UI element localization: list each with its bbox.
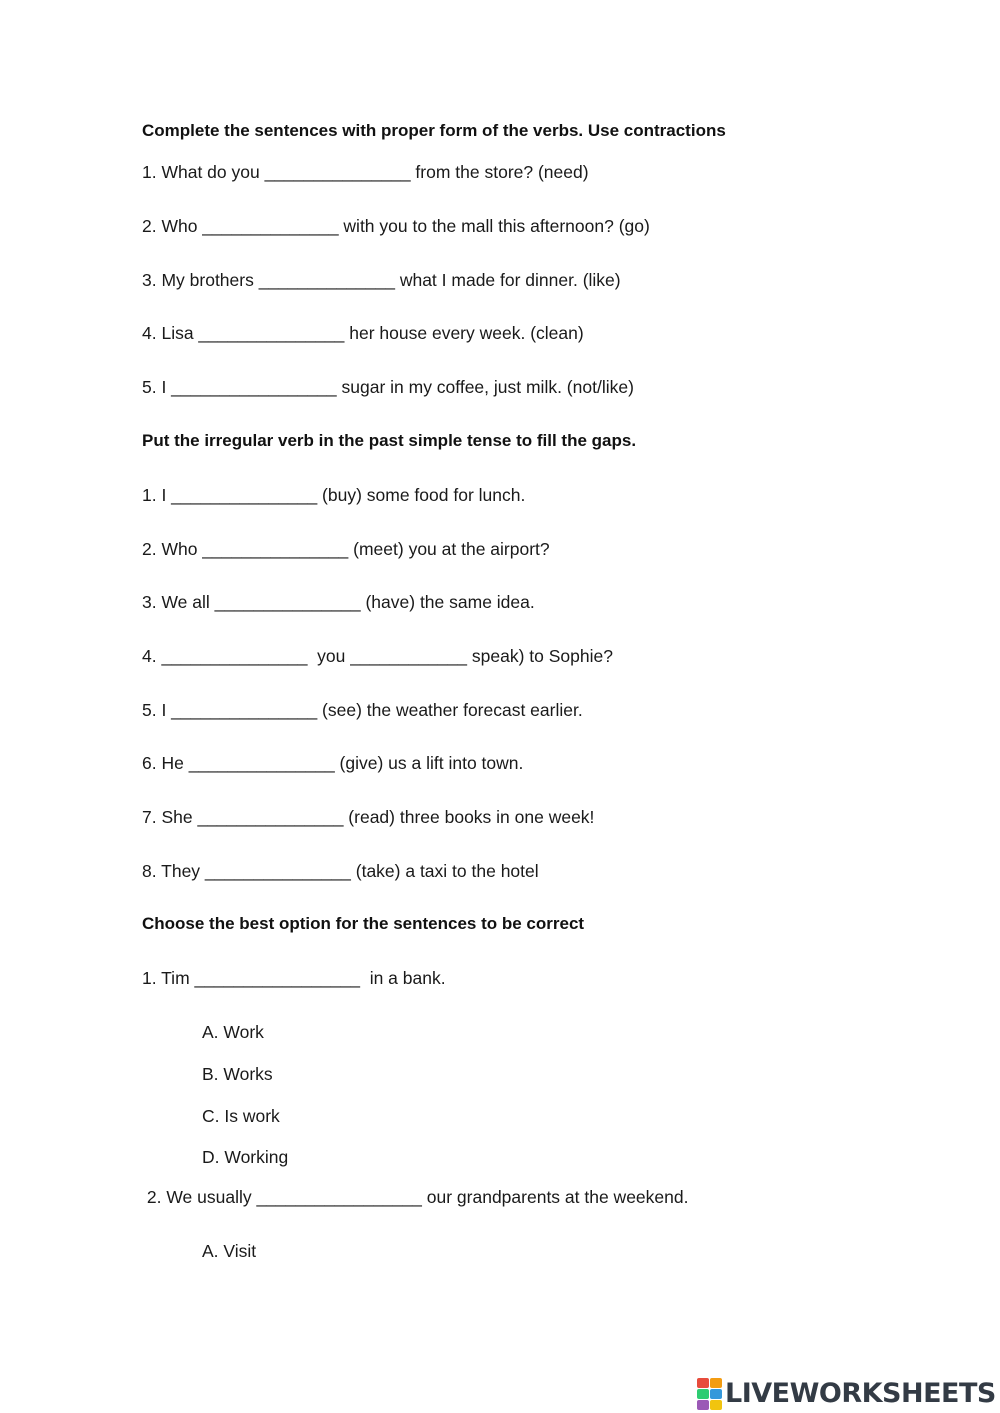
section-heading-contractions: Complete the sentences with proper form of the verbs. Use contractions: [142, 121, 726, 140]
exercise-line[interactable]: 8. They _______________ (take) a taxi to the hotel: [142, 861, 539, 881]
question-line[interactable]: 1. Tim _________________ in a bank.: [142, 968, 446, 988]
section-heading-multiple-choice: Choose the best option for the sentences to be correct: [142, 914, 585, 933]
logo-mark-square: [710, 1378, 722, 1388]
option-d[interactable]: D. Working: [202, 1147, 289, 1167]
logo-mark-square: [710, 1400, 722, 1410]
option-c[interactable]: C. Is work: [202, 1106, 280, 1126]
liveworksheets-logo-text: LIVEWORKSHEETS: [725, 1378, 996, 1409]
liveworksheets-logo: [697, 1377, 996, 1411]
exercise-line[interactable]: 5. I _______________ (see) the weather forecast earlier.: [142, 700, 583, 720]
logo-mark-square: [710, 1389, 722, 1399]
logo-mark-square: [697, 1389, 709, 1399]
exercise-line[interactable]: 1. What do you _______________ from the store? (need): [142, 162, 589, 182]
exercise-line[interactable]: 7. She _______________ (read) three books in one week!: [142, 807, 595, 827]
exercise-line[interactable]: 5. I _________________ sugar in my coffee, just milk. (not/like): [142, 377, 634, 397]
option-a[interactable]: A. Visit: [202, 1241, 257, 1261]
exercise-line[interactable]: 2. Who _______________ (meet) you at the airport?: [142, 539, 550, 559]
exercise-line[interactable]: 2. Who ______________ with you to the mall this afternoon? (go): [142, 216, 650, 236]
liveworksheets-mark-icon: [697, 1378, 722, 1410]
exercise-line[interactable]: 4. _______________ you ____________ speak) to Sophie?: [142, 646, 613, 666]
exercise-line[interactable]: 6. He _______________ (give) us a lift into town.: [142, 753, 524, 773]
exercise-line[interactable]: 3. We all _______________ (have) the same idea.: [142, 592, 535, 612]
section-heading-past-simple: Put the irregular verb in the past simple tense to fill the gaps.: [142, 431, 637, 450]
exercise-line[interactable]: 1. I _______________ (buy) some food for lunch.: [142, 485, 526, 505]
logo-mark-square: [697, 1378, 709, 1388]
option-a[interactable]: A. Work: [202, 1022, 264, 1042]
exercise-line[interactable]: 4. Lisa _______________ her house every week. (clean): [142, 323, 584, 343]
option-b[interactable]: B. Works: [202, 1064, 273, 1084]
logo-mark-square: [697, 1400, 709, 1410]
exercise-line[interactable]: 3. My brothers ______________ what I made for dinner. (like): [142, 270, 621, 290]
question-line[interactable]: 2. We usually _________________ our grandparents at the weekend.: [142, 1187, 689, 1207]
